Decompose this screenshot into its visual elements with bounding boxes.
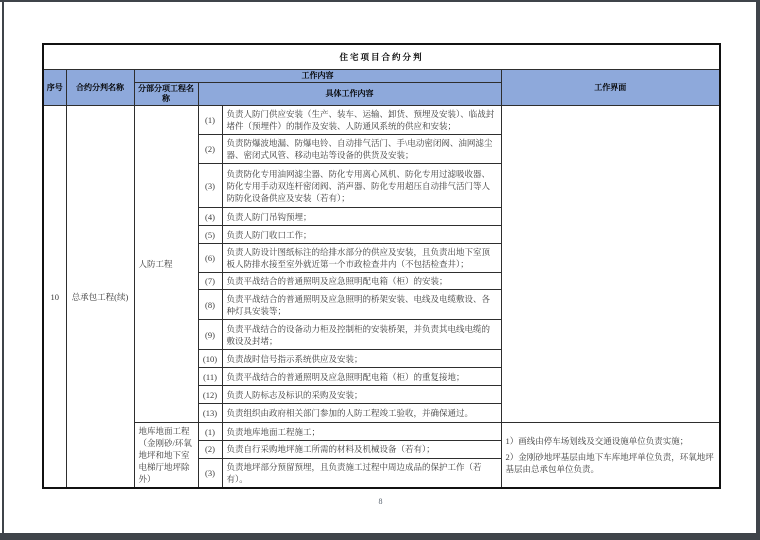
- frame-edge-right: [756, 0, 760, 540]
- item-number: (12): [198, 386, 222, 404]
- item-text: 负责战时信号指示系统供应及安装；: [222, 350, 501, 368]
- item-text: 负责平战结合的普通照明及应急照明的桥架安装、电线及电缆敷设、各种灯具安装等；: [222, 290, 501, 320]
- item-number: (13): [198, 404, 222, 423]
- title-row: [43, 44, 720, 70]
- sub-project-cell: 人防工程: [134, 106, 198, 423]
- item-number: (11): [198, 368, 222, 386]
- col-header-no: 序号: [43, 70, 66, 106]
- col-header-contract-name: 合约分判名称: [66, 70, 134, 106]
- col-header-sub-project: 分部分项工程名称: [134, 83, 198, 106]
- item-text: 负责地坪部分预留预埋，且负责施工过程中周边成品的保护工作（若有）。: [222, 458, 501, 488]
- item-number: (7): [198, 273, 222, 290]
- contract-division-table: [42, 43, 721, 489]
- item-number: (9): [198, 320, 222, 350]
- item-text: 负责平战结合的设备动力柜及控制柜的安装桥架，并负责其电线电缆的敷设及封堵；: [222, 320, 501, 350]
- work-interface-item: 1）画线由停车场划线及交通设施单位负责实施；: [505, 436, 689, 446]
- contract-name-cell: 总承包工程(续): [66, 106, 134, 489]
- sub-project-cell: 地库地面工程（金刚砂/环氧地坪和地下室电梯厅地坪除外）: [134, 423, 198, 489]
- item-text: 负责人防设计图纸标注的给排水部分的供应及安装，且负责出地下室顶板人防排水接至室外就近第一个市政检查井内（不包括检查井）；: [222, 244, 501, 273]
- item-text: 负责平战结合的普通照明及应急照明配电箱（柜）的重复接地；: [222, 368, 501, 386]
- page-number: 8: [378, 497, 383, 506]
- serial-number-cell: 10: [43, 106, 66, 489]
- item-text: 负责组织由政府相关部门参加的人防工程竣工验收，并确保通过。: [222, 404, 501, 423]
- work-interface-item: 2）金刚砂地坪基层由地下车库地坪单位负责，环氧地坪基层由总承包单位负责。: [505, 452, 714, 474]
- item-text: 负责人防门吊钩预埋；: [222, 208, 501, 226]
- item-text: 负责平战结合的普通照明及应急照明配电箱（柜）的安装；: [222, 273, 501, 290]
- item-text: 负责自行采购地坪施工所需的材料及机械设备（若有）；: [222, 441, 501, 458]
- frame-edge-bottom: [0, 533, 760, 540]
- item-number: (1): [198, 106, 222, 135]
- work-interface-cell: [501, 423, 720, 489]
- header-row-1: [43, 70, 720, 83]
- table-row: [43, 106, 720, 135]
- frame-edge-top: [0, 0, 760, 2]
- col-header-work-content: 工作内容: [134, 70, 501, 83]
- item-number: (5): [198, 226, 222, 244]
- work-interface-cell: [501, 106, 720, 423]
- item-text: 负责人防标志及标识的采购及安装；: [222, 386, 501, 404]
- item-number: (8): [198, 290, 222, 320]
- item-number: (2): [198, 135, 222, 164]
- item-number: (3): [198, 458, 222, 488]
- col-header-work-interface: 工作界面: [501, 70, 720, 106]
- item-number: (1): [198, 423, 222, 441]
- item-text: 负责地库地面工程施工；: [222, 423, 501, 441]
- table-row: [43, 423, 720, 441]
- item-text: 负责人防门供应安装（生产、装车、运输、卸货、预埋及安装）、临战封堵件（预埋件）的制作及安装、人防通风系统的供应和安装；: [222, 106, 501, 135]
- item-number: (6): [198, 244, 222, 273]
- item-text: 负责防爆波地漏、防爆电铃、自动排气活门、手\电动密闭阀、油网滤尘器、密闭式风管、移动电站等设备的供货及安装；: [222, 135, 501, 164]
- item-text: 负责人防门收口工作；: [222, 226, 501, 244]
- item-number: (4): [198, 208, 222, 226]
- frame-edge-left: [2, 0, 4, 540]
- item-number: (10): [198, 350, 222, 368]
- item-text: 负责防化专用油网滤尘器、防化专用离心风机、防化专用过滤吸收器、防化专用手动双连杆密闭阀、消声器、防化专用超压自动排气活门等人防防化设备供应及安装（若有）；: [222, 164, 501, 208]
- page-title: 住宅项目合约分判: [43, 44, 720, 70]
- item-number: (3): [198, 164, 222, 208]
- item-number: (2): [198, 441, 222, 458]
- col-header-specific-work: 具体工作内容: [198, 83, 501, 106]
